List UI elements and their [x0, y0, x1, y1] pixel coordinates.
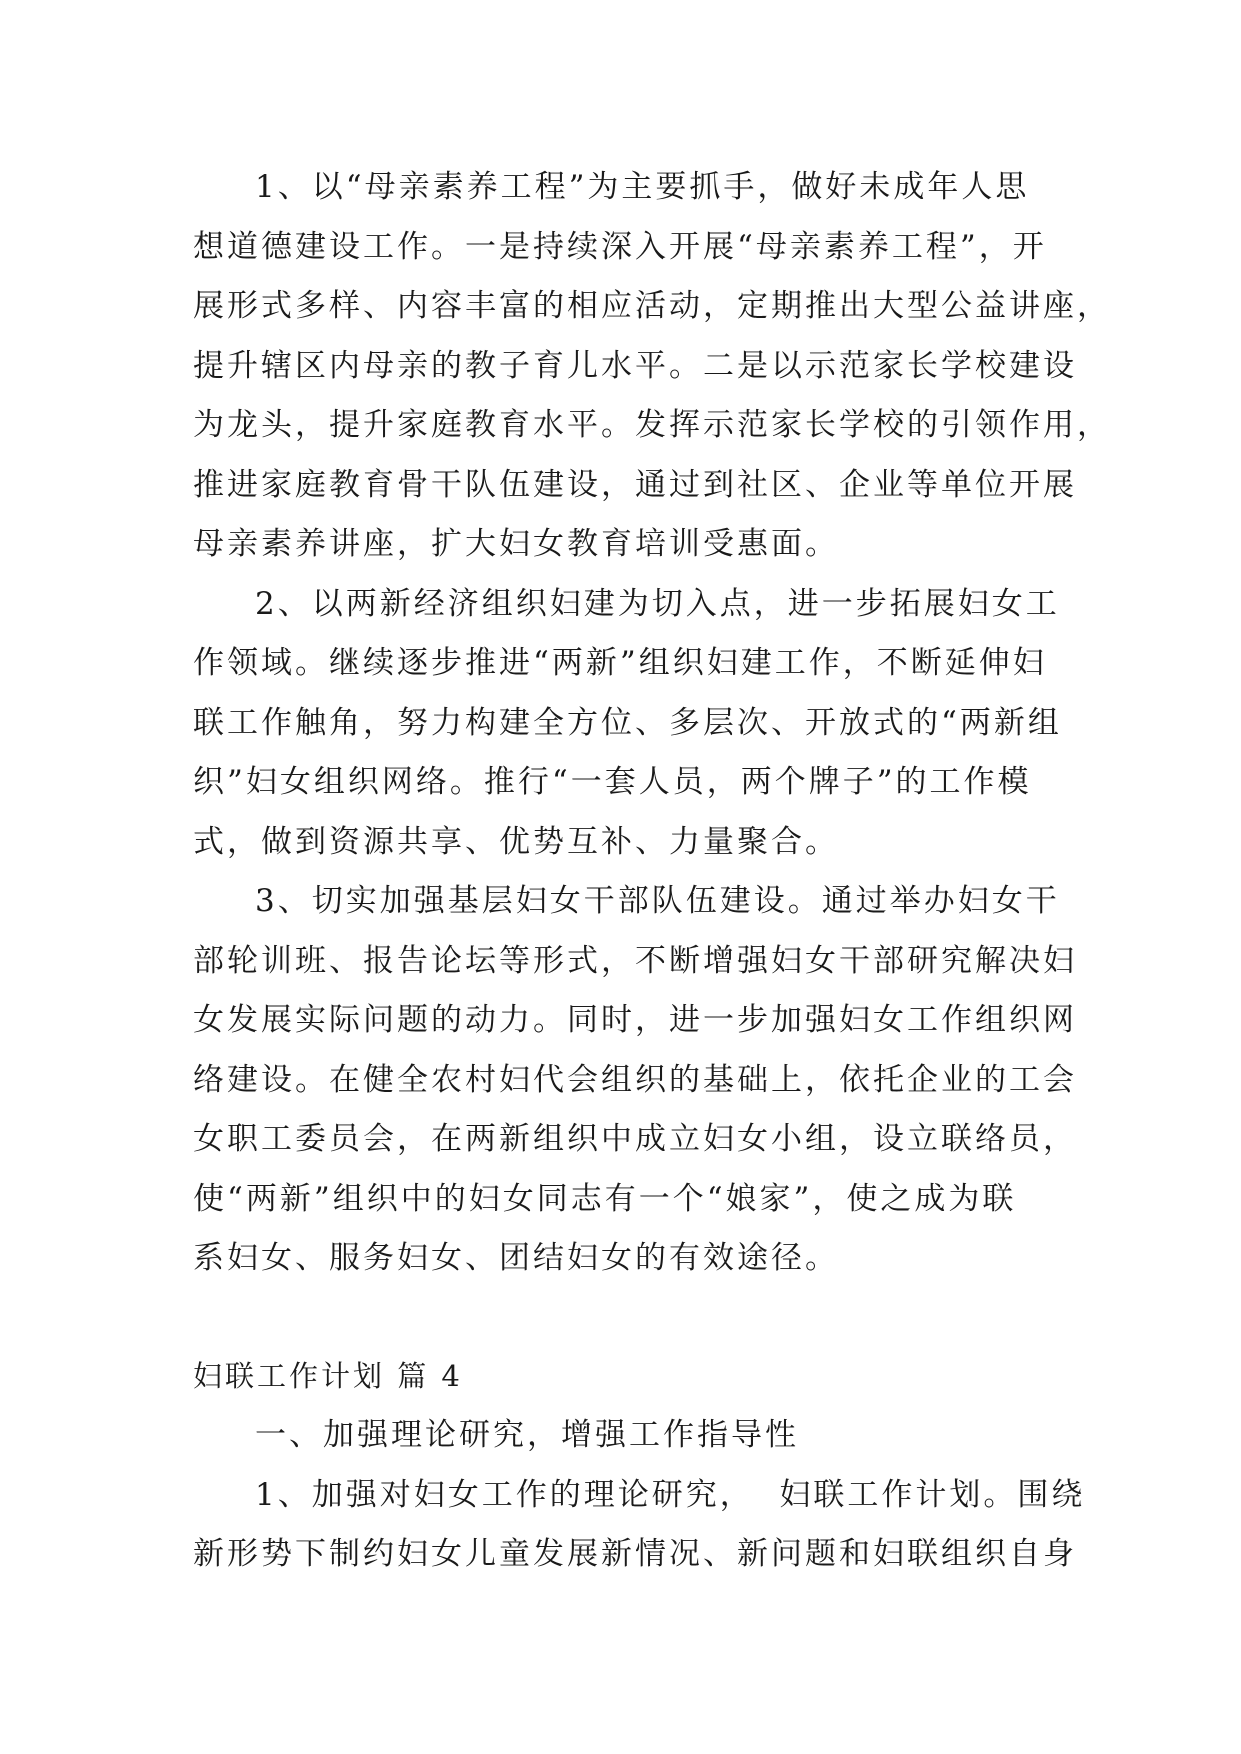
paragraph-line: 3、切实加强基层妇女干部队伍建设。通过举办妇女干: [255, 883, 1060, 919]
paragraph-line: 为龙头，提升家庭教育水平。发挥示范家长学校的引领作用，: [193, 407, 1111, 443]
paragraph-line: 联工作触角，努力构建全方位、多层次、开放式的“两新组: [193, 704, 1062, 741]
paragraph-1: [193, 158, 1111, 575]
paragraph-line: 部轮训班、报告论坛等形式，不断增强妇女干部研究解决妇: [193, 942, 1077, 979]
subheading: 一、加强理论研究，增强工作指导性: [255, 1417, 799, 1453]
paragraph-line: 提升辖区内母亲的教子育儿水平。二是以示范家长学校建设: [193, 347, 1077, 384]
paragraph-line: 母亲素养讲座，扩大妇女教育培训受惠面。: [193, 526, 839, 562]
paragraph-line: 系妇女、服务妇女、团结妇女的有效途径。: [193, 1240, 839, 1276]
document-body: [193, 158, 1111, 1585]
paragraph-line: 1、加强对妇女工作的理论研究， 妇联工作计划。围绕: [255, 1476, 1086, 1513]
paragraph-line: 式，做到资源共享、优势互补、力量聚合。: [193, 823, 839, 860]
paragraph-3: [193, 872, 1077, 1289]
paragraph-line: 1、以“母亲素养工程”为主要抓手，做好未成年人思: [255, 169, 1030, 205]
paragraph-line: 使“两新”组织中的妇女同志有一个“娘家”，使之成为联: [193, 1180, 1017, 1217]
paragraph-line: 想道德建设工作。一是持续深入开展“母亲素养工程”，开: [193, 228, 1047, 265]
paragraph-line: 络建设。在健全农村妇代会组织的基础上，依托企业的工会: [193, 1061, 1077, 1098]
paragraph-line: 展形式多样、内容丰富的相应活动，定期推出大型公益讲座，: [193, 288, 1111, 324]
paragraph-line: 女发展实际问题的动力。同时，进一步加强妇女工作组织网: [193, 1002, 1077, 1038]
paragraph-line: 新形势下制约妇女儿童发展新情况、新问题和妇联组织自身: [193, 1536, 1077, 1572]
paragraph-line: 推进家庭教育骨干队伍建设，通过到社区、企业等单位开展: [193, 466, 1077, 503]
section-title: 妇联工作计划 篇 4: [193, 1358, 463, 1393]
final-paragraph: [193, 1466, 1086, 1585]
paragraph-line: 作领域。继续逐步推进“两新”组织妇建工作，不断延伸妇: [193, 645, 1047, 681]
paragraph-2: [193, 575, 1062, 873]
paragraph-line: 2、以两新经济组织妇建为切入点，进一步拓展妇女工: [255, 585, 1060, 622]
paragraph-line: 女职工委员会，在两新组织中成立妇女小组，设立联络员，: [193, 1121, 1077, 1157]
paragraph-line: 织”妇女组织网络。推行“一套人员，两个牌子”的工作模: [193, 764, 1032, 800]
